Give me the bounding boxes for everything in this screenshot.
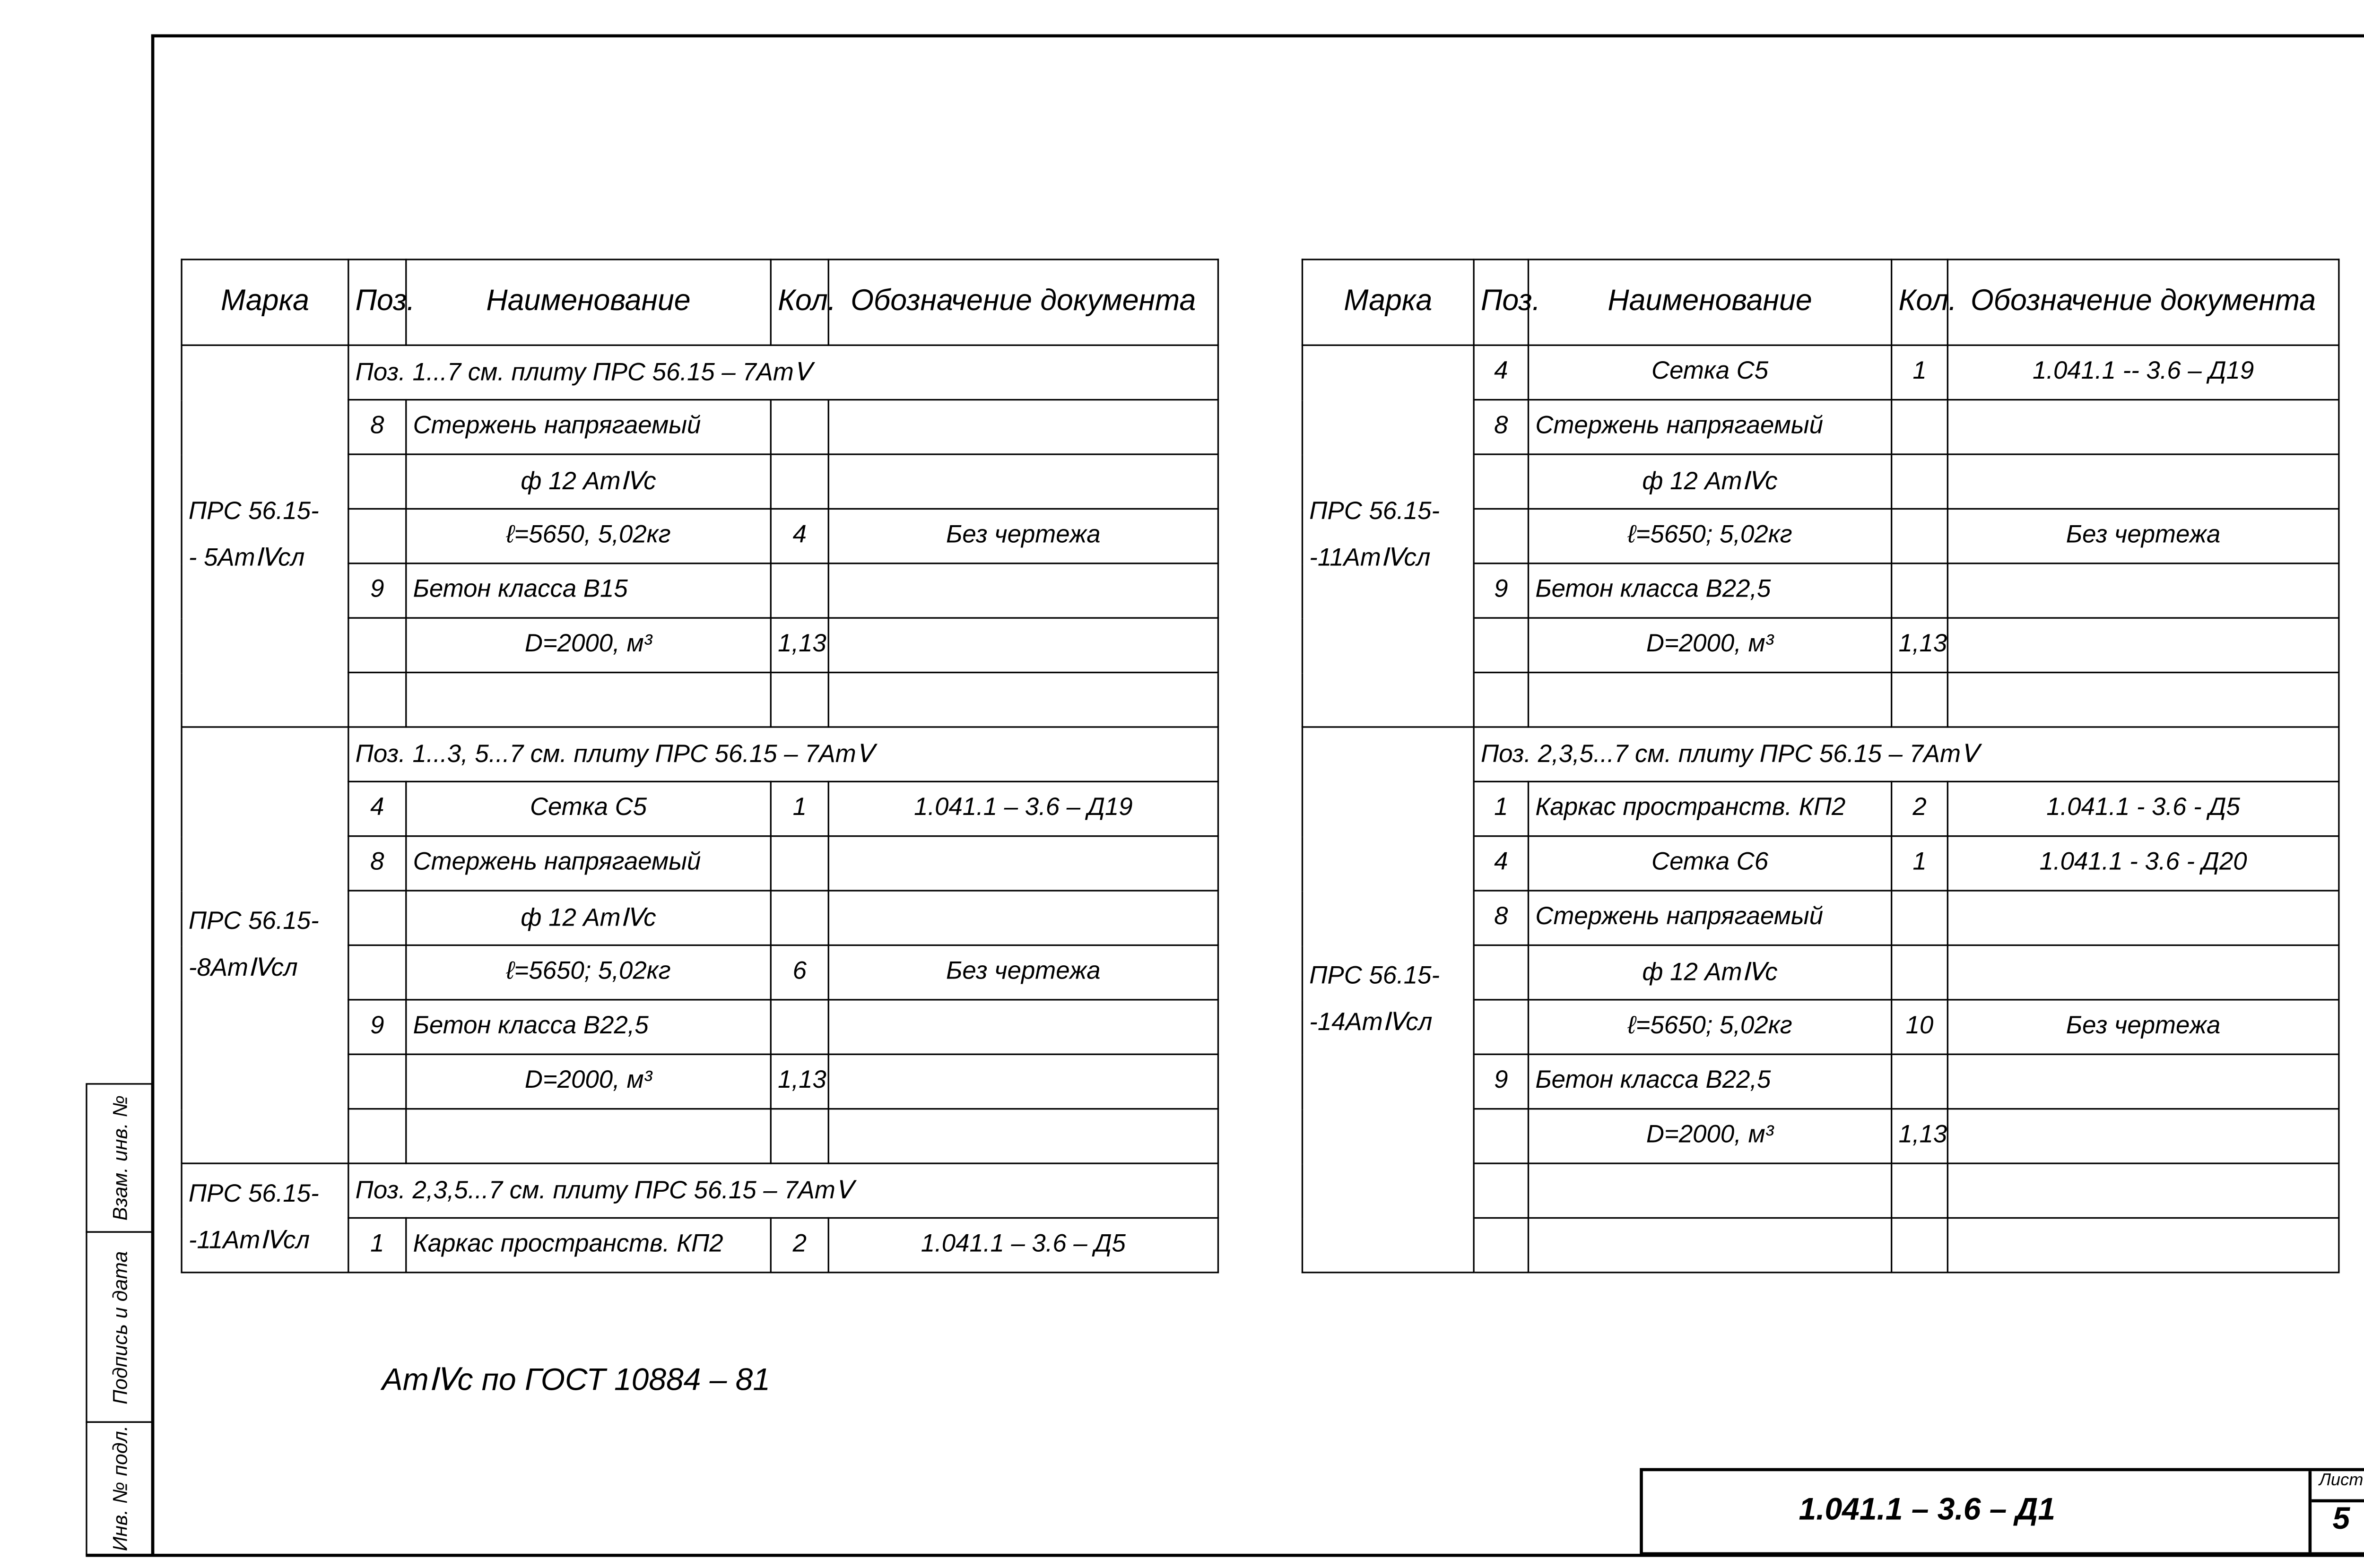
doc-cell <box>1947 1163 2338 1218</box>
doc-cell <box>828 1000 1218 1054</box>
name-cell: ф 12 АтⅣс <box>406 454 771 509</box>
pos-cell <box>348 945 406 1000</box>
name-cell: ℓ=5650; 5,02кг <box>406 945 771 1000</box>
reference-note: Поз. 1...7 см. плиту ПРС 56.15 – 7АтⅤ <box>348 345 1218 399</box>
qty-cell <box>771 563 828 618</box>
qty-cell: 4 <box>771 509 828 563</box>
pos-cell <box>348 891 406 945</box>
marka-line: ПРС 56.15- <box>1309 498 1440 526</box>
title-block <box>1640 1468 2364 1556</box>
pos-cell: 1 <box>1474 781 1528 836</box>
qty-cell <box>1892 945 1948 1000</box>
qty-cell <box>1892 891 1948 945</box>
doc-cell <box>828 1054 1218 1109</box>
qty-cell <box>1892 673 1948 727</box>
side-stamp-field1 <box>86 1083 153 1232</box>
reference-note: Поз. 2,3,5...7 см. плиту ПРС 56.15 – 7АтⅤ <box>1474 727 2339 781</box>
name-cell: Бетон класса В22,5 <box>1529 563 1892 618</box>
pos-cell: 4 <box>1474 345 1528 399</box>
qty-cell: 1 <box>1892 836 1948 891</box>
name-cell: Каркас пространств. КП2 <box>406 1218 771 1272</box>
pos-cell <box>1474 618 1528 672</box>
doc-cell <box>828 1109 1218 1163</box>
name-cell: ф 12 АтⅣс <box>1529 454 1892 509</box>
pos-cell <box>1474 1218 1528 1272</box>
qty-cell <box>1892 509 1948 563</box>
qty-cell <box>1892 454 1948 509</box>
side-stamp-label: Инв. № подл. <box>107 1425 131 1551</box>
qty-cell <box>771 1109 828 1163</box>
header-doc: Обозначение документа <box>828 260 1218 345</box>
specification-table-left <box>181 259 1219 1273</box>
doc-cell: 1.041.1 – 3.6 – Д5 <box>828 1218 1218 1272</box>
pos-cell <box>348 454 406 509</box>
marka-cell <box>182 1163 348 1273</box>
header-doc: Обозначение документа <box>1947 260 2338 345</box>
header-row <box>1302 260 2338 345</box>
name-cell: ℓ=5650; 5,02кг <box>1529 509 1892 563</box>
doc-cell <box>1947 1109 2338 1163</box>
pos-cell: 1 <box>348 1218 406 1272</box>
name-cell: D=2000, м³ <box>406 618 771 672</box>
pos-cell: 8 <box>348 836 406 891</box>
qty-cell <box>771 836 828 891</box>
doc-cell <box>1947 400 2338 454</box>
name-cell: D=2000, м³ <box>1529 1109 1892 1163</box>
name-cell: D=2000, м³ <box>1529 618 1892 672</box>
header-row <box>182 260 1218 345</box>
doc-cell <box>828 400 1218 454</box>
name-cell: Сетка С5 <box>1529 345 1892 399</box>
qty-cell <box>771 400 828 454</box>
name-cell: Стержень напрягаемый <box>1529 400 1892 454</box>
marka-line: -11АтⅣсл <box>188 1227 310 1254</box>
marka-line: ПРС 56.15- <box>188 498 319 526</box>
pos-cell <box>1474 673 1528 727</box>
name-cell <box>1529 673 1892 727</box>
pos-cell <box>348 509 406 563</box>
doc-cell <box>828 618 1218 672</box>
marka-line: ПРС 56.15- <box>1309 962 1440 989</box>
table-row <box>182 1163 1218 1218</box>
pos-cell <box>348 1109 406 1163</box>
side-stamp-label: Взам. инв. № <box>107 1095 131 1221</box>
marka-line: -11АтⅣсл <box>1309 545 1431 572</box>
qty-cell <box>771 454 828 509</box>
sheet-label: Лист <box>2312 1471 2364 1502</box>
name-cell: ℓ=5650; 5,02кг <box>1529 1000 1892 1054</box>
doc-cell: 1.041.1 – 3.6 – Д19 <box>828 781 1218 836</box>
doc-cell <box>828 673 1218 727</box>
name-cell: Стержень напрягаемый <box>406 400 771 454</box>
doc-cell <box>1947 563 2338 618</box>
doc-cell: 1.041.1 - 3.6 - Д5 <box>1947 781 2338 836</box>
pos-cell <box>1474 454 1528 509</box>
table-row <box>1302 727 2338 781</box>
doc-cell: Без чертежа <box>1947 509 2338 563</box>
qty-cell <box>1892 1054 1948 1109</box>
name-cell: Сетка С6 <box>1529 836 1892 891</box>
document-number: 1.041.1 – 3.6 – Д1 <box>1799 1493 2056 1527</box>
doc-cell: 1.041.1 - 3.6 - Д20 <box>1947 836 2338 891</box>
doc-cell: Без чертежа <box>828 509 1218 563</box>
pos-cell <box>348 673 406 727</box>
specification-table-right <box>1302 259 2340 1273</box>
header-pos: Поз. <box>348 260 406 345</box>
pos-cell <box>1474 945 1528 1000</box>
header-name: Наименование <box>1529 260 1892 345</box>
table-row <box>182 727 1218 781</box>
name-cell: Бетон класса В15 <box>406 563 771 618</box>
doc-cell: Без чертежа <box>1947 1000 2338 1054</box>
marka-line: ПРС 56.15- <box>188 908 319 935</box>
pos-cell: 8 <box>1474 891 1528 945</box>
header-name: Наименование <box>406 260 771 345</box>
footnote: АтⅣс по ГОСТ 10884 – 81 <box>382 1363 771 1398</box>
table-row <box>182 345 1218 399</box>
name-cell: Стержень напрягаемый <box>406 836 771 891</box>
qty-cell: 2 <box>771 1218 828 1272</box>
qty-cell <box>1892 400 1948 454</box>
frame-top <box>151 35 2364 38</box>
name-cell: D=2000, м³ <box>406 1054 771 1109</box>
pos-cell: 9 <box>1474 1054 1528 1109</box>
pos-cell: 8 <box>1474 400 1528 454</box>
pos-cell <box>1474 1000 1528 1054</box>
pos-cell <box>1474 1163 1528 1218</box>
side-stamp-field2 <box>86 1231 153 1423</box>
qty-cell: 10 <box>1892 1000 1948 1054</box>
marka-cell <box>1302 345 1474 727</box>
pos-cell <box>1474 1109 1528 1163</box>
doc-cell <box>1947 1218 2338 1272</box>
pos-cell: 8 <box>348 400 406 454</box>
table-row <box>1302 345 2338 399</box>
pos-cell: 9 <box>1474 563 1528 618</box>
qty-cell: 1,13 <box>771 1054 828 1109</box>
marka-line: -8АтⅣсл <box>188 954 298 981</box>
qty-cell: 6 <box>771 945 828 1000</box>
doc-cell <box>1947 454 2338 509</box>
qty-cell: 1,13 <box>1892 618 1948 672</box>
qty-cell <box>771 1000 828 1054</box>
marka-line: -14АтⅣсл <box>1309 1009 1433 1036</box>
name-cell: ℓ=5650, 5,02кг <box>406 509 771 563</box>
doc-cell <box>828 454 1218 509</box>
reference-note: Поз. 1...3, 5...7 см. плиту ПРС 56.15 – 7АтⅤ <box>348 727 1218 781</box>
sheet-number: 5 <box>2332 1502 2350 1537</box>
header-marka: Марка <box>182 260 348 345</box>
header-marka: Марка <box>1302 260 1474 345</box>
marka-cell <box>182 727 348 1163</box>
name-cell <box>1529 1218 1892 1272</box>
name-cell: Сетка С5 <box>406 781 771 836</box>
marka-cell <box>1302 727 1474 1273</box>
doc-cell <box>1947 1054 2338 1109</box>
doc-cell <box>828 891 1218 945</box>
marka-line: - 5АтⅣсл <box>188 545 305 572</box>
header-pos: Поз. <box>1474 260 1528 345</box>
qty-cell <box>1892 563 1948 618</box>
side-stamp-label: Подпись и дата <box>107 1250 131 1404</box>
side-stamp-field3 <box>86 1421 153 1556</box>
doc-cell <box>828 836 1218 891</box>
qty-cell: 1 <box>771 781 828 836</box>
marka-line: ПРС 56.15- <box>188 1180 319 1207</box>
name-cell: ф 12 АтⅣс <box>406 891 771 945</box>
marka-cell <box>182 345 348 727</box>
doc-cell <box>1947 891 2338 945</box>
qty-cell: 2 <box>1892 781 1948 836</box>
name-cell: ф 12 АтⅣс <box>1529 945 1892 1000</box>
pos-cell <box>348 618 406 672</box>
pos-cell: 4 <box>1474 836 1528 891</box>
doc-cell <box>1947 673 2338 727</box>
sheet-cell <box>2309 1471 2364 1552</box>
name-cell: Стержень напрягаемый <box>1529 891 1892 945</box>
qty-cell: 1,13 <box>771 618 828 672</box>
doc-cell <box>1947 618 2338 672</box>
qty-cell <box>771 673 828 727</box>
doc-cell: Без чертежа <box>828 945 1218 1000</box>
pos-cell: 9 <box>348 1000 406 1054</box>
name-cell <box>406 1109 771 1163</box>
name-cell: Бетон класса В22,5 <box>406 1000 771 1054</box>
pos-cell <box>348 1054 406 1109</box>
doc-cell <box>1947 945 2338 1000</box>
qty-cell: 1 <box>1892 345 1948 399</box>
qty-cell <box>1892 1218 1948 1272</box>
header-qty: Кол. <box>771 260 828 345</box>
pos-cell <box>1474 509 1528 563</box>
name-cell <box>406 673 771 727</box>
qty-cell: 1,13 <box>1892 1109 1948 1163</box>
pos-cell: 4 <box>348 781 406 836</box>
reference-note: Поз. 2,3,5...7 см. плиту ПРС 56.15 – 7АтⅤ <box>348 1163 1218 1218</box>
name-cell: Бетон класса В22,5 <box>1529 1054 1892 1109</box>
doc-cell: 1.041.1 -- 3.6 – Д19 <box>1947 345 2338 399</box>
name-cell <box>1529 1163 1892 1218</box>
name-cell: Каркас пространств. КП2 <box>1529 781 1892 836</box>
doc-cell <box>828 563 1218 618</box>
pos-cell: 9 <box>348 563 406 618</box>
header-qty: Кол. <box>1892 260 1948 345</box>
qty-cell <box>1892 1163 1948 1218</box>
qty-cell <box>771 891 828 945</box>
